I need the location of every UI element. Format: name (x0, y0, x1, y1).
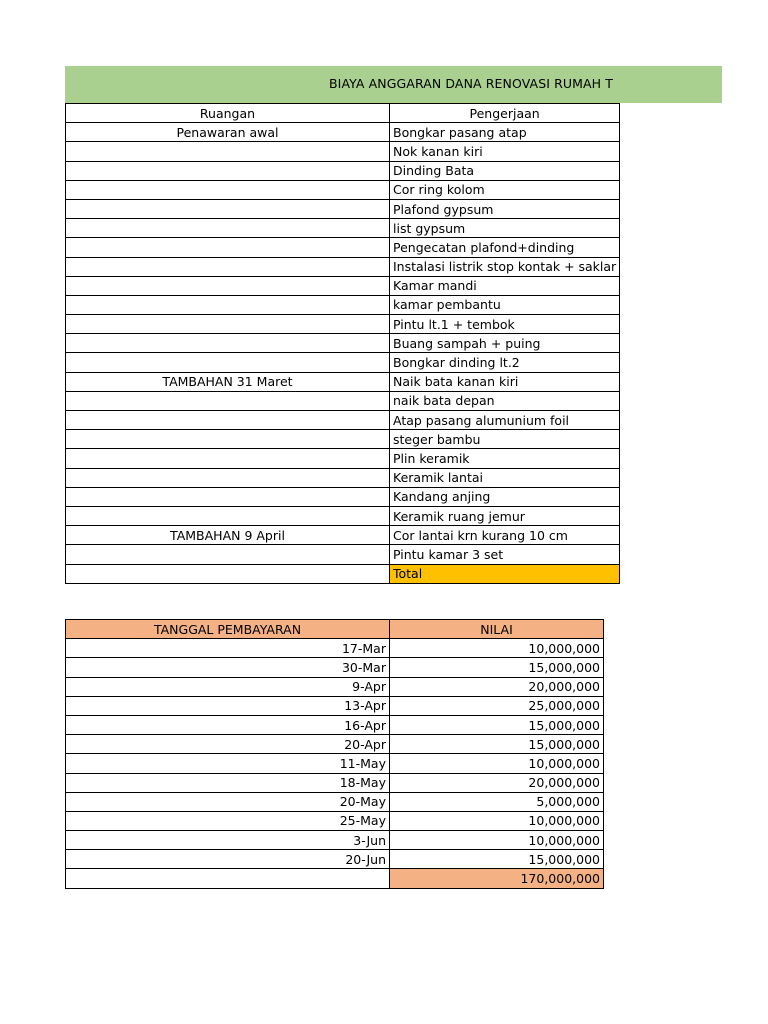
budget-row (66, 199, 620, 218)
cell-nilai[interactable]: 15,000,000 (390, 715, 604, 734)
cell-tanggal[interactable]: 30-Mar (66, 658, 390, 677)
cell-ruangan[interactable] (66, 468, 390, 487)
budget-table (65, 103, 620, 584)
budget-row (66, 449, 620, 468)
cell-pengerjaan[interactable]: Keramik lantai (390, 468, 620, 487)
budget-row (66, 506, 620, 525)
cell-nilai[interactable]: 5,000,000 (390, 792, 604, 811)
budget-row (66, 276, 620, 295)
cell-nilai[interactable]: 25,000,000 (390, 696, 604, 715)
cell-nilai[interactable]: 15,000,000 (390, 735, 604, 754)
budget-row (66, 468, 620, 487)
payment-row (66, 773, 604, 792)
cell-pengerjaan[interactable]: kamar pembantu (390, 295, 620, 314)
cell-tanggal[interactable]: 13-Apr (66, 696, 390, 715)
cell-pengerjaan[interactable]: Cor lantai krn kurang 10 cm (390, 526, 620, 545)
title-band (65, 66, 722, 103)
cell-tanggal[interactable]: 20-Jun (66, 850, 390, 869)
cell-ruangan[interactable] (66, 353, 390, 372)
cell-pengerjaan[interactable]: Pengecatan plafond+dinding (390, 238, 620, 257)
cell-nilai[interactable]: 20,000,000 (390, 773, 604, 792)
cell-ruangan[interactable]: TAMBAHAN 31 Maret (66, 372, 390, 391)
header-tanggal-pembayaran[interactable]: TANGGAL PEMBAYARAN (66, 620, 390, 639)
cell-tanggal[interactable]: 9-Apr (66, 677, 390, 696)
cell-empty[interactable] (66, 869, 390, 888)
payment-row (66, 696, 604, 715)
cell-tanggal[interactable]: 11-May (66, 754, 390, 773)
budget-row (66, 372, 620, 391)
budget-row (66, 180, 620, 199)
cell-ruangan[interactable] (66, 334, 390, 353)
budget-row (66, 353, 620, 372)
budget-total-row (66, 564, 620, 583)
budget-row (66, 123, 620, 142)
cell-ruangan[interactable] (66, 449, 390, 468)
cell-ruangan[interactable] (66, 506, 390, 525)
budget-row (66, 257, 620, 276)
cell-nilai[interactable]: 10,000,000 (390, 639, 604, 658)
cell-pengerjaan[interactable]: Naik bata kanan kiri (390, 372, 620, 391)
cell-pengerjaan[interactable]: Dinding Bata (390, 161, 620, 180)
cell-ruangan[interactable] (66, 295, 390, 314)
budget-row (66, 487, 620, 506)
payment-row (66, 677, 604, 696)
cell-tanggal[interactable]: 3-Jun (66, 831, 390, 850)
cell-ruangan[interactable] (66, 411, 390, 430)
cell-nilai[interactable]: 10,000,000 (390, 754, 604, 773)
budget-row (66, 161, 620, 180)
cell-pengerjaan[interactable]: Nok kanan kiri (390, 142, 620, 161)
cell-nilai[interactable]: 15,000,000 (390, 850, 604, 869)
cell-ruangan[interactable] (66, 199, 390, 218)
cell-ruangan[interactable] (66, 315, 390, 334)
budget-row (66, 545, 620, 564)
payment-row (66, 754, 604, 773)
payment-row (66, 639, 604, 658)
header-ruangan[interactable]: Ruangan (66, 104, 390, 123)
cell-empty[interactable] (66, 564, 390, 583)
cell-ruangan[interactable] (66, 142, 390, 161)
budget-row (66, 238, 620, 257)
budget-header-row (66, 104, 620, 123)
payment-row (66, 658, 604, 677)
budget-row (66, 315, 620, 334)
total-label-cell[interactable]: Total (390, 564, 620, 583)
cell-pengerjaan[interactable]: list gypsum (390, 219, 620, 238)
cell-ruangan[interactable] (66, 161, 390, 180)
cell-pengerjaan[interactable]: Plin keramik (390, 449, 620, 468)
cell-tanggal[interactable]: 20-Apr (66, 735, 390, 754)
cell-ruangan[interactable] (66, 219, 390, 238)
cell-pengerjaan[interactable]: Bongkar pasang atap (390, 123, 620, 142)
cell-pengerjaan[interactable]: Pintu lt.1 + tembok (390, 315, 620, 334)
payment-table (65, 619, 604, 889)
payment-total-cell[interactable]: 170,000,000 (390, 869, 604, 888)
payment-row (66, 715, 604, 734)
payment-row (66, 811, 604, 830)
payment-header-row (66, 620, 604, 639)
budget-row (66, 334, 620, 353)
cell-ruangan[interactable] (66, 545, 390, 564)
cell-ruangan[interactable] (66, 430, 390, 449)
payment-row (66, 792, 604, 811)
cell-pengerjaan[interactable]: Instalasi listrik stop kontak + saklar (390, 257, 620, 276)
sheet-title: BIAYA ANGGARAN DANA RENOVASI RUMAH T (329, 76, 613, 91)
cell-pengerjaan[interactable]: Buang sampah + puing (390, 334, 620, 353)
budget-row (66, 391, 620, 410)
cell-pengerjaan[interactable]: Kamar mandi (390, 276, 620, 295)
budget-row (66, 526, 620, 545)
budget-row (66, 142, 620, 161)
budget-row (66, 430, 620, 449)
budget-row (66, 295, 620, 314)
cell-nilai[interactable]: 15,000,000 (390, 658, 604, 677)
payment-row (66, 850, 604, 869)
cell-pengerjaan[interactable]: Kandang anjing (390, 487, 620, 506)
cell-tanggal[interactable]: 16-Apr (66, 715, 390, 734)
cell-pengerjaan[interactable]: Plafond gypsum (390, 199, 620, 218)
cell-nilai[interactable]: 10,000,000 (390, 831, 604, 850)
cell-pengerjaan[interactable]: Pintu kamar 3 set (390, 545, 620, 564)
cell-tanggal[interactable]: 25-May (66, 811, 390, 830)
cell-tanggal[interactable]: 20-May (66, 792, 390, 811)
cell-ruangan[interactable] (66, 257, 390, 276)
cell-pengerjaan[interactable]: Bongkar dinding lt.2 (390, 353, 620, 372)
cell-tanggal[interactable]: 17-Mar (66, 639, 390, 658)
cell-pengerjaan[interactable]: naik bata depan (390, 391, 620, 410)
payment-total-row (66, 869, 604, 888)
cell-ruangan[interactable] (66, 487, 390, 506)
cell-ruangan[interactable] (66, 238, 390, 257)
cell-ruangan[interactable] (66, 276, 390, 295)
cell-pengerjaan[interactable]: Cor ring kolom (390, 180, 620, 199)
cell-ruangan[interactable] (66, 180, 390, 199)
header-nilai[interactable]: NILAI (390, 620, 604, 639)
cell-nilai[interactable]: 10,000,000 (390, 811, 604, 830)
budget-row (66, 219, 620, 238)
cell-nilai[interactable]: 20,000,000 (390, 677, 604, 696)
cell-ruangan[interactable]: Penawaran awal (66, 123, 390, 142)
cell-pengerjaan[interactable]: steger bambu (390, 430, 620, 449)
cell-pengerjaan[interactable]: Keramik ruang jemur (390, 506, 620, 525)
payment-row (66, 831, 604, 850)
cell-pengerjaan[interactable]: Atap pasang alumunium foil (390, 411, 620, 430)
budget-row (66, 411, 620, 430)
cell-ruangan[interactable] (66, 391, 390, 410)
cell-ruangan[interactable]: TAMBAHAN 9 April (66, 526, 390, 545)
payment-row (66, 735, 604, 754)
cell-tanggal[interactable]: 18-May (66, 773, 390, 792)
header-pengerjaan[interactable]: Pengerjaan (390, 104, 620, 123)
